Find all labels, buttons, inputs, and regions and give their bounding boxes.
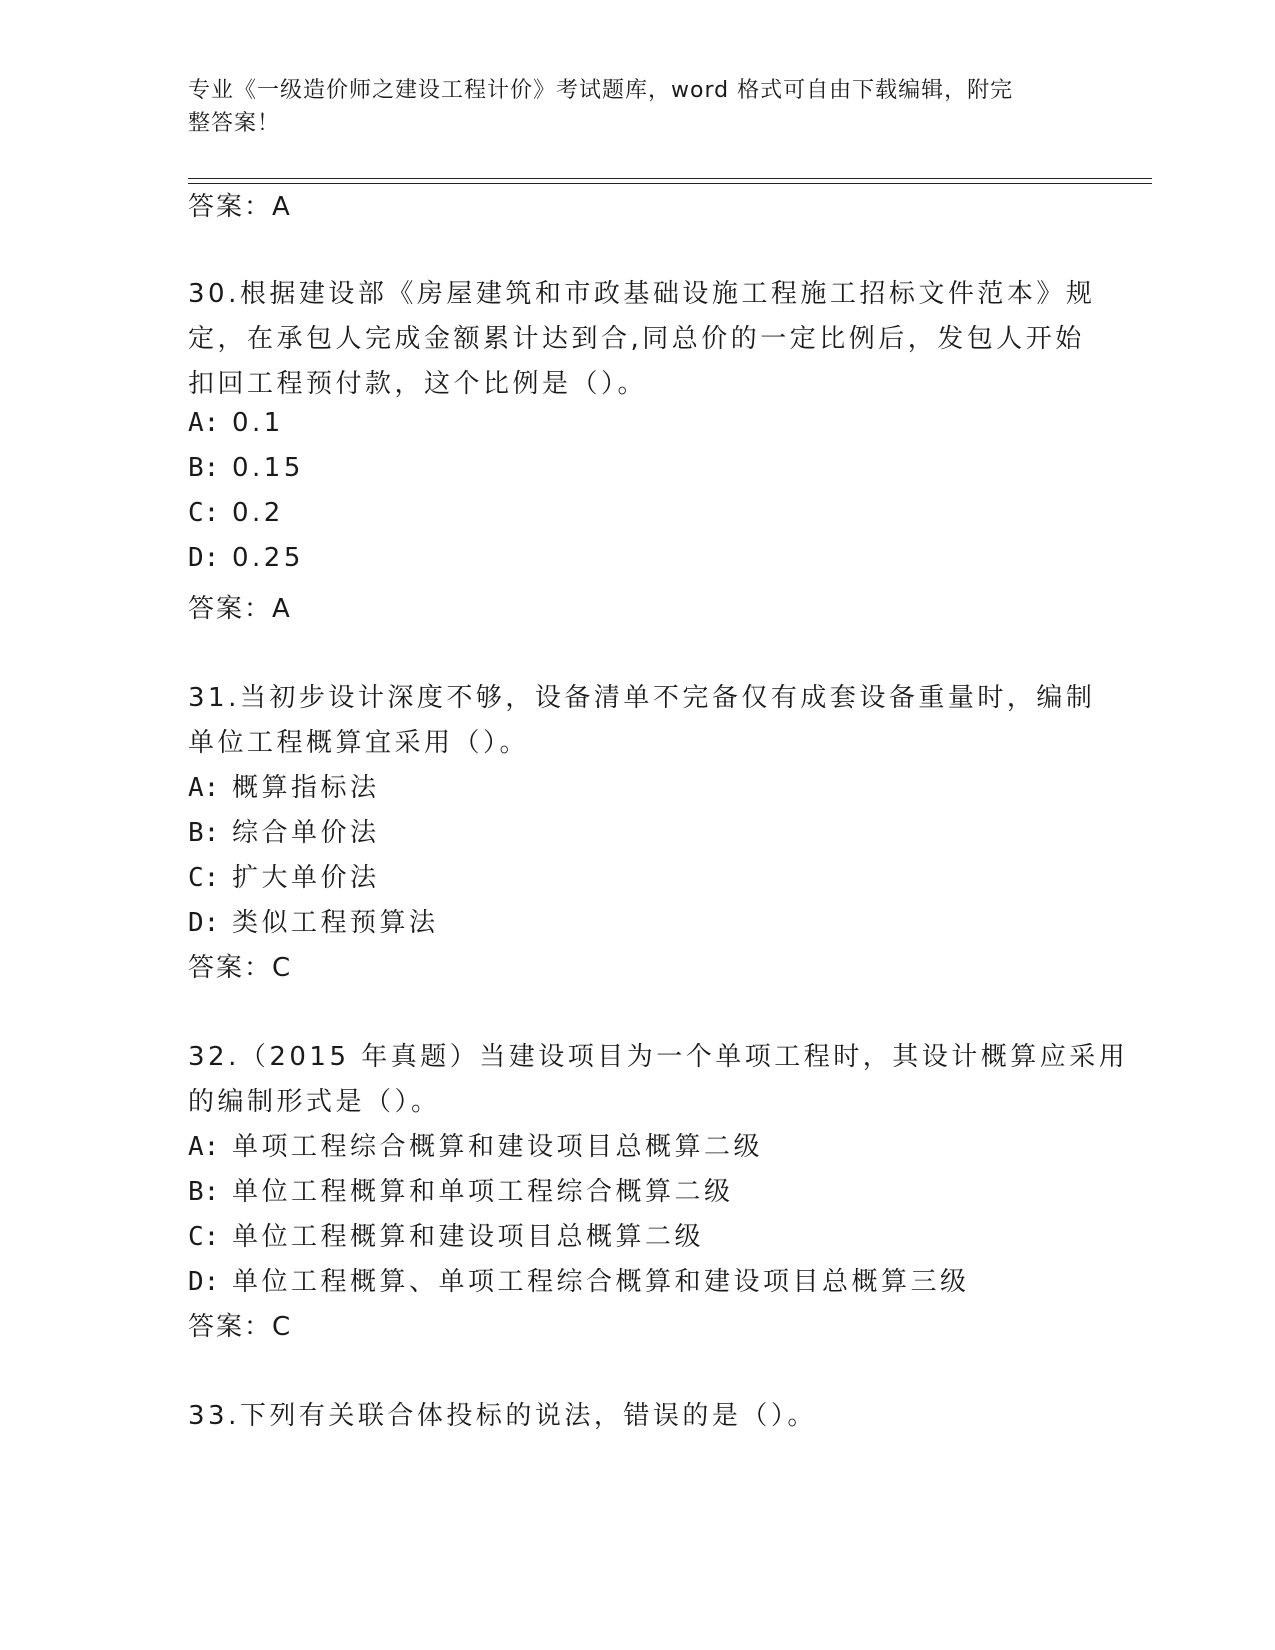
option-text: 单位工程概算和建设项目总概算二级: [232, 1222, 705, 1252]
option-label: B:: [188, 453, 220, 483]
option-text: 0.15: [232, 453, 304, 483]
option-text: 单位工程概算、单项工程综合概算和建设项目总概算三级: [232, 1267, 970, 1297]
question-31-stem-line-2: 单位工程概算宜采用（）。: [188, 728, 530, 758]
option-text: 0.25: [232, 543, 304, 573]
option-label: C:: [188, 863, 220, 893]
question-32-stem-line-2: 的编制形式是（）。: [188, 1087, 441, 1117]
question-32-option-d: [188, 1261, 970, 1298]
answer-line: 答案：A: [188, 192, 292, 222]
question-31-answer: 答案：C: [188, 953, 293, 983]
question-32-answer: 答案：C: [188, 1312, 293, 1342]
option-text: 单位工程概算和单项工程综合概算二级: [232, 1177, 734, 1207]
question-31-option-a: [188, 767, 380, 804]
header-note: [188, 74, 1068, 140]
question-31-option-c: [188, 857, 380, 894]
question-30-option-b: [188, 453, 304, 483]
question-32-stem-line-1: 32.（2015 年真题）当建设项目为一个单项工程时，其设计概算应采用: [188, 1042, 1129, 1072]
question-30-option-d: [188, 543, 304, 573]
header-rule-top: [188, 178, 1152, 179]
option-label: D:: [188, 543, 220, 573]
header-note-line-1: 专业《一级造价师之建设工程计价》考试题库，word 格式可自由下载编辑，附完: [188, 78, 1014, 103]
question-30-answer: 答案：A: [188, 594, 292, 624]
option-text: 0.1: [232, 408, 284, 438]
question-31-stem-line-1: 31.当初步设计深度不够，设备清单不完备仅有成套设备重量时，编制: [188, 683, 1096, 713]
option-label: A:: [188, 1132, 220, 1162]
question-30-option-c: [188, 498, 284, 528]
option-label: A:: [188, 408, 220, 438]
option-text: 扩大单价法: [232, 863, 380, 893]
option-label: C:: [188, 498, 220, 528]
question-31-option-d: [188, 902, 439, 939]
question-32-option-b: [188, 1171, 734, 1208]
question-30-stem-line-2: 定，在承包人完成金额累计达到合,同总价的一定比例后，发包人开始: [188, 324, 1085, 354]
option-text: 类似工程预算法: [232, 908, 439, 938]
option-label: B:: [188, 818, 220, 848]
option-text: 概算指标法: [232, 773, 380, 803]
question-32-option-c: [188, 1216, 704, 1253]
option-label: D:: [188, 1267, 220, 1297]
question-30-stem-line-1: 30.根据建设部《房屋建筑和市政基础设施工程施工招标文件范本》规: [188, 279, 1096, 309]
option-label: D:: [188, 908, 220, 938]
question-32-option-a: [188, 1126, 763, 1163]
question-30-stem-line-3: 扣回工程预付款，这个比例是（）。: [188, 369, 648, 399]
option-label: C:: [188, 1222, 220, 1252]
question-30-option-a: [188, 408, 284, 438]
option-label: A:: [188, 773, 220, 803]
question-31-option-b: [188, 812, 380, 849]
header-note-line-2: 整答案！: [188, 111, 281, 136]
option-text: 单项工程综合概算和建设项目总概算二级: [232, 1132, 764, 1162]
question-33-stem-line-1: 33.下列有关联合体投标的说法，错误的是（）。: [188, 1401, 817, 1431]
option-label: B:: [188, 1177, 220, 1207]
option-text: 综合单价法: [232, 818, 380, 848]
option-text: 0.2: [232, 498, 284, 528]
header-rule-bottom: [188, 183, 1152, 184]
